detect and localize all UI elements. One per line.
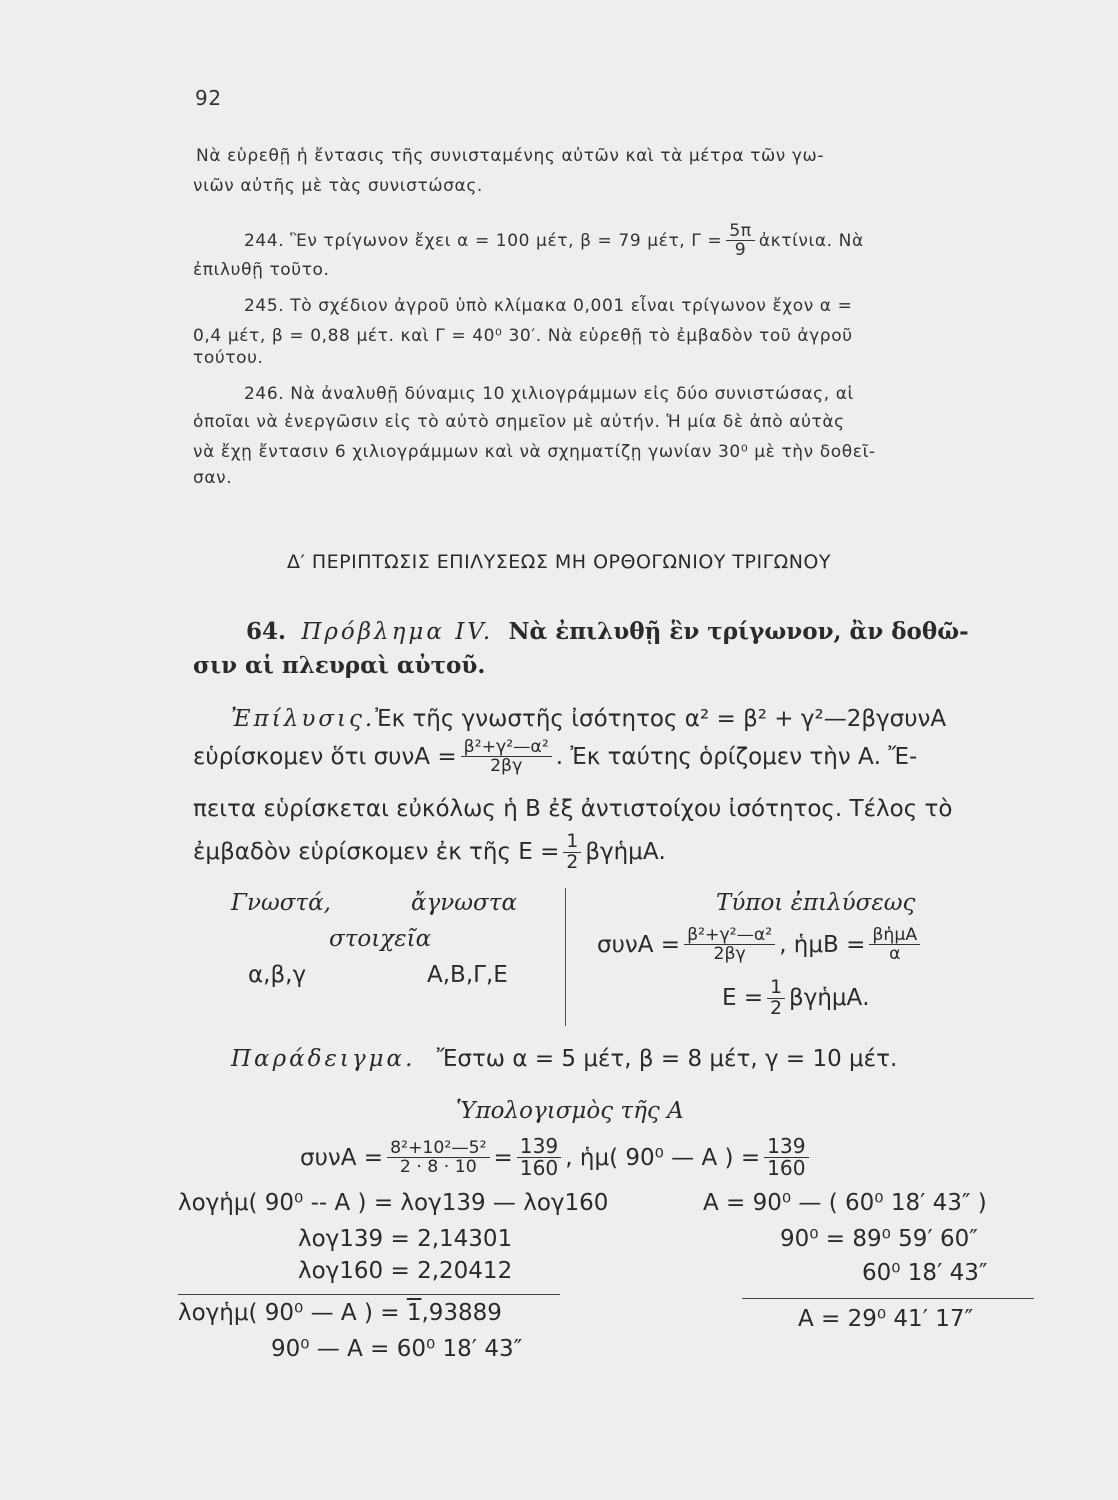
page-number: 92 [195,86,222,110]
solution-text: . Ἐκ ταύτης ὁρίζομεν τὴν Α. Ἔ- [555,743,918,770]
calc-left-line [178,1300,502,1326]
problem-title-line [246,618,969,645]
calc-line [300,1136,813,1179]
paragraph-line: 0,4 μέτ, β = 0,88 μέτ. καὶ Γ = 40⁰ 30′. Νὰ εὑρεθῇ τὸ ἐμβαδὸν τοῦ ἀγροῦ [193,326,853,346]
calc-left-line: λογἡμ( 90⁰ -- Α ) = λογ139 — λογ160 [178,1190,609,1216]
exercise-245-line: 245. Τὸ σχέδιον ἀγροῦ ὑπὸ κλίμακα 0,001 εἶναι τρίγωνον ἔχον α = [244,296,853,316]
fraction [563,832,581,872]
calc-left-line: λογ139 = 2,14301 [298,1226,513,1252]
solution-text: βγἡμΑ. [585,839,666,866]
calc-rule-left [178,1294,560,1295]
paragraph-line: νὰ ἔχῃ ἔντασιν 6 χιλιογράμμων καὶ νὰ σχηματίζῃ γωνίαν 30⁰ μὲ τὴν δοθεῖ- [193,442,876,462]
section-heading: Δ′ ΠΕΡΙΠΤΩΣΙΣ ΕΠΙΛΥΣΕΩΣ ΜΗ ΟΡΘΟΓΩΝΙΟΥ ΤΡΙΓΩΝΟΥ [287,551,831,573]
calc-right-line: Α = 29⁰ 41′ 17″ [798,1306,974,1332]
exercise-244-line [244,222,864,259]
paragraph-line: τούτου. [193,348,264,368]
calc-left-line: λογ160 = 2,20412 [298,1258,513,1284]
calc-text: συνΑ = [300,1144,384,1171]
table-unknown-values: Α,Β,Γ,Ε [427,962,508,988]
paragraph-line: ἐπιλυθῇ τοῦτο. [193,260,330,280]
formula-text: συνΑ = [597,931,681,958]
fraction [387,1139,489,1176]
table-header-elements: στοιχεῖα [329,926,432,952]
solution-line [193,738,917,775]
calc-right-line: 90⁰ = 89⁰ 59′ 60″ [780,1226,978,1252]
paragraph-line: σαν. [193,468,233,488]
calc-left-line: 90⁰ — Α = 60⁰ 18′ 43″ [271,1336,523,1362]
fraction-denominator: 160 [767,1156,806,1181]
fraction-denominator: 2βγ [713,944,746,965]
table-known-values: α,β,γ [248,962,307,988]
fraction-numerator: 139 [764,1136,808,1158]
solution-text: ἐμβαδὸν εὑρίσκομεν ἐκ τῆς Ε = [193,839,560,866]
fraction-denominator: 160 [519,1156,559,1181]
paragraph-line: ὁποῖαι νὰ ἐνεργῶσιν εἰς τὸ αὐτὸ σημεῖον μὲ αὐτήν. Ἡ μία δὲ ἀπὸ αὐτὰς [193,412,845,432]
fraction [764,1136,808,1179]
formula-line [597,926,924,963]
solution-line [231,706,946,732]
calc-text: ,93889 [421,1300,502,1326]
example-line [231,1046,897,1072]
calc-right-line: Α = 90⁰ — ( 60⁰ 18′ 43″ ) [703,1190,987,1216]
example-text: Ἔστω α = 5 μέτ, β = 8 μέτ, γ = 10 μέτ. [436,1046,898,1072]
fraction-denominator: α [889,944,901,965]
solution-text: εὑρίσκομεν ὅτι συνΑ = [193,743,457,770]
exercise-244-text: 244. Ἓν τρίγωνον ἔχει α = 100 μέτ, β = 79 μέτ, Γ = [244,230,723,251]
fraction [869,926,920,963]
solution-label: Ἐπίλυσις. [231,706,376,732]
calc-text: , ἡμ( 90⁰ — Α ) = [565,1144,761,1171]
fraction-numerator: 1 [767,978,785,999]
fraction [726,222,755,259]
fraction [461,738,552,775]
calc-bar-digit: 1 [406,1300,422,1326]
paragraph-line: Νὰ εὑρεθῇ ἡ ἔντασις τῆς συνισταμένης αὐτῶν καὶ τὰ μέτρα τῶν γω- [196,146,825,166]
fraction-numerator: β²+γ²—α² [684,926,775,945]
paragraph-line: νιῶν αὐτῆς μὲ τὰς συνιστώσας. [193,176,483,196]
table-header-unknown: ἄγνωστα [411,890,517,916]
fraction-numerator: βἡμΑ [869,926,920,945]
solution-text: Ἐκ τῆς γνωστῆς ἰσότητος α² = β² + γ²—2βγσυνΑ [375,706,947,732]
fraction-numerator: 1 [563,832,581,853]
fraction-numerator: 139 [517,1136,561,1158]
table-header-formulas: Τύποι ἐπιλύσεως [716,890,916,916]
calc-rule-right [742,1298,1034,1299]
example-label: Παράδειγμα. [231,1046,416,1072]
calc-text: = [493,1144,513,1171]
table-header-known: Γνωστά, [231,890,331,916]
fraction [684,926,775,963]
fraction-numerator: 5π [726,222,755,241]
table-divider [565,888,566,1026]
exercise-244-text-end: ἀκτίνια. Νὰ [758,230,864,251]
solution-line: πειτα εὑρίσκεται εὐκόλως ἡ Β ἐξ ἀντιστοίχου ἰσότητος. Τέλος τὸ [193,796,953,822]
formula-text: , ἡμΒ = [779,931,866,958]
formula-line [722,978,870,1018]
fraction [767,978,785,1018]
fraction-denominator: 2βγ [490,756,523,777]
problem-label: Πρόβλημα IV. [301,619,494,645]
formula-text: Ε = [722,985,764,1012]
formula-text: βγἡμΑ. [789,985,870,1012]
fraction-denominator: 2 [566,851,579,873]
problem-title: Νὰ ἐπιλυθῇ ἓν τρίγωνον, ἂν δοθῶ- [508,618,969,645]
fraction-denominator: 2 [770,997,783,1019]
fraction-numerator: 8²+10²—5² [387,1139,489,1158]
fraction-denominator: 9 [734,240,747,261]
fraction-denominator: 2 · 8 · 10 [399,1157,477,1178]
problem-number: 64. [246,618,287,645]
fraction-numerator: β²+γ²—α² [461,738,552,757]
problem-title-cont: σιν αἱ πλευραὶ αὐτοῦ. [193,652,486,679]
calc-right-line: 60⁰ 18′ 43″ [862,1260,988,1286]
calc-title: Ὑπολογισμὸς τῆς Α [456,1098,684,1124]
calc-text: λογἡμ( 90⁰ — Α ) = [178,1300,400,1326]
fraction [517,1136,561,1179]
exercise-246-line: 246. Νὰ ἀναλυθῇ δύναμις 10 χιλιογράμμων εἰς δύο συνιστώσας, αἱ [244,384,854,404]
solution-line [193,832,666,872]
